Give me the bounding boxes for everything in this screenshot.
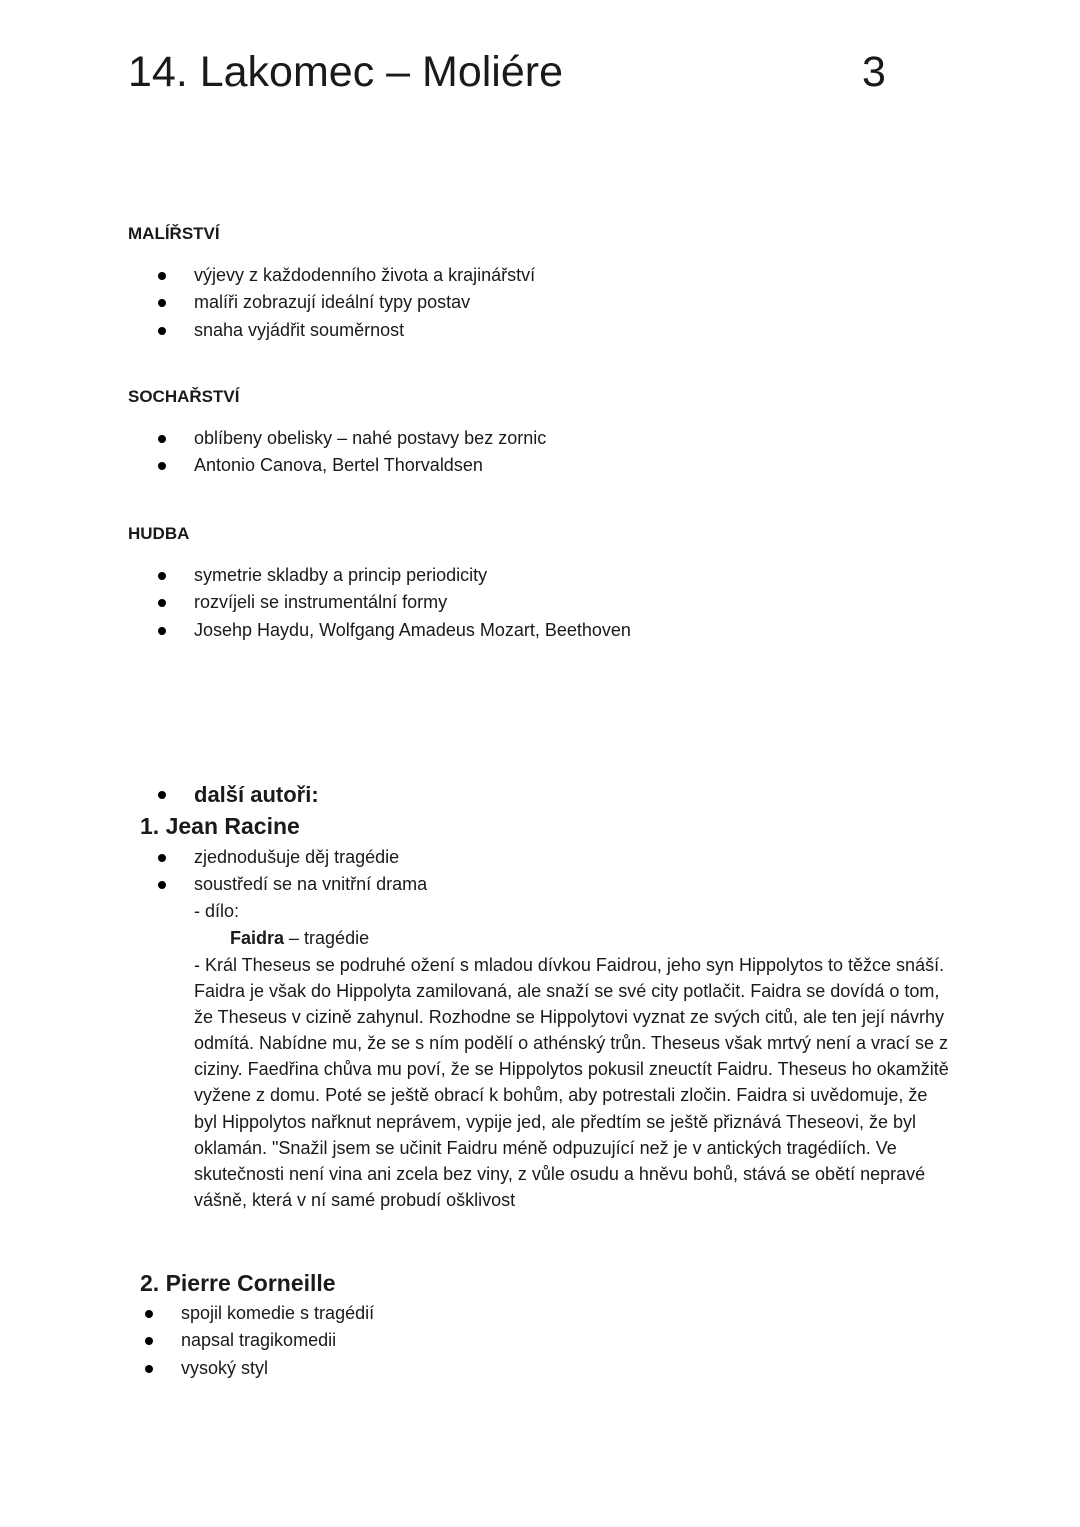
list-item: snaha vyjádřit souměrnost <box>156 317 535 344</box>
summary-line: odmítá. Nabídne mu, že se s ním podělí o athénský trůn. Theseus však mrtvý není a vrací se z <box>194 1033 949 1054</box>
section-heading-painting: MALÍŘSTVÍ <box>128 224 220 243</box>
list-item: spojil komedie s tragédií <box>143 1300 374 1327</box>
list-item: napsal tragikomedii <box>143 1327 374 1354</box>
list-item: Josehp Haydu, Wolfgang Amadeus Mozart, Beethoven <box>156 617 631 644</box>
list-item: zjednodušuje děj tragédie <box>156 844 427 871</box>
work-title: Faidra <box>230 928 285 948</box>
summary-line: oklamán. "Snažil jsem se učinit Faidru méně odpuzující než je v antických tragédiích. Ve <box>194 1137 897 1158</box>
racine-list <box>156 844 427 899</box>
summary-line: že Theseus v cizině zahynul. Rozhodne se Hippolytovi vyznat ze svých citů, ale ten její návrhy <box>194 1007 945 1028</box>
list-item: soustředí se na vnitřní drama <box>156 871 427 898</box>
page-number: 3 <box>862 48 886 96</box>
list-item: symetrie skladby a princip periodicity <box>156 562 631 589</box>
section-heading-sculpture: SOCHAŘSTVÍ <box>128 387 240 406</box>
author-corneille-title: 2. Pierre Corneille <box>140 1270 336 1296</box>
summary-line: - Král Theseus se podruhé ožení s mladou dívkou Faidrou, jeho syn Hippolytos to těžce snáší. <box>194 955 945 975</box>
list-item: rozvíjeli se instrumentální formy <box>156 589 631 616</box>
corneille-list <box>143 1300 374 1382</box>
sculpture-list <box>156 425 546 480</box>
painting-list <box>156 262 535 344</box>
summary-line: vyžene z domu. Poté se ještě obrací k bohům, aby potrestali zločin. Faidra si uvědomuje, že <box>194 1085 928 1106</box>
work-genre: – tragédie <box>284 928 370 948</box>
other-authors-heading: další autoři: <box>156 780 319 810</box>
list-item: výjevy z každodenního života a krajinářství <box>156 262 535 289</box>
page-title: 14. Lakomec – Moliére <box>128 48 563 96</box>
list-item: Antonio Canova, Bertel Thorvaldsen <box>156 452 546 479</box>
faidra-summary <box>194 952 954 1213</box>
work-title-line <box>230 925 369 951</box>
list-item: vysoký styl <box>143 1355 374 1382</box>
summary-line: vášně, která v ní samé probudí ošklivost <box>194 1189 516 1210</box>
summary-line: Faidra je však do Hippolyta zamilovaná, ale snaží se své city potlačit. Faidra se dovídá o tom, <box>194 981 940 1002</box>
summary-line: skutečnosti není vina ani zcela bez viny, z vůle osudu a hněvu bohů, stává se obětí nepravé <box>194 1163 926 1184</box>
list-item: oblíbeny obelisky – nahé postavy bez zornic <box>156 425 546 452</box>
section-heading-music: HUDBA <box>128 524 190 543</box>
work-label: - dílo: <box>194 901 240 921</box>
music-list <box>156 562 631 644</box>
list-item: malíři zobrazují ideální typy postav <box>156 289 535 316</box>
summary-line: byl Hippolytos nařknut neprávem, vypije jed, ale předtím se ještě přiznává Theseovi, že byl <box>194 1111 917 1132</box>
author-racine-title: 1. Jean Racine <box>140 813 300 839</box>
summary-line: ciziny. Faedřina chůva mu poví, že se Hippolytos pokusil zneuctít Faidru. Theseus ho okamžitě <box>194 1059 949 1080</box>
